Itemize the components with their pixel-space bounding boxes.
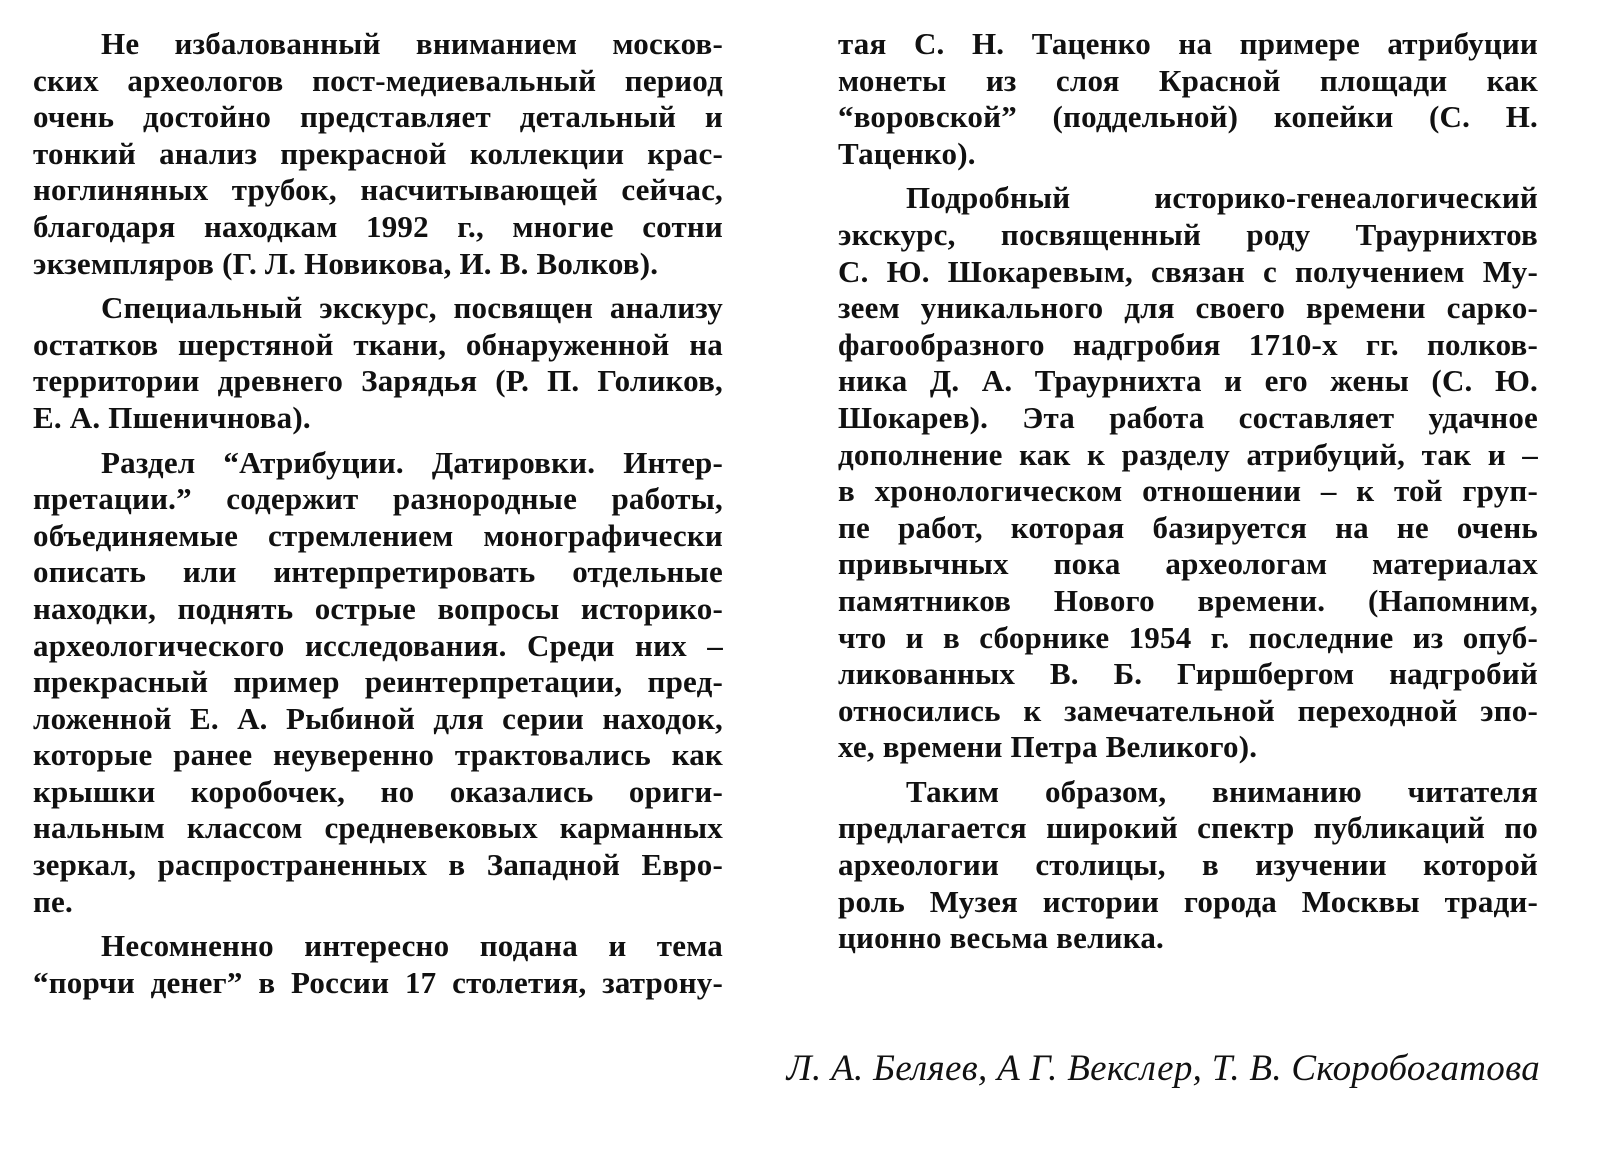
text-line: ских археологов пост-медиевальный период	[33, 62, 723, 98]
left-column	[33, 26, 723, 1009]
text-line: находки, поднять острые вопросы историко-	[33, 590, 723, 626]
text-line: зеем уникального для своего времени сарко-	[838, 290, 1538, 326]
text-line: ника Д. А. Траурнихта и его жены (С. Ю.	[838, 363, 1538, 399]
text-line: С. Ю. Шокаревым, связан с получением Му-	[838, 253, 1538, 289]
text-line: остатков шерстяной ткани, обнаруженной на	[33, 326, 723, 362]
text-line: фагообразного надгробия 1710-х гг. полков-	[838, 326, 1538, 362]
text-line: Не избалованный вниманием москов-	[101, 26, 723, 61]
text-line: Раздел “Атрибуции. Датировки. Интер-	[101, 444, 723, 480]
text-line: Подробный историко-генеалогический	[906, 180, 1538, 216]
text-line: зеркал, распространенных в Западной Евро-	[33, 847, 723, 883]
text-line: привычных пока археологам материалах	[838, 546, 1538, 582]
paragraph	[33, 445, 723, 921]
text-line: монеты из слоя Красной площади как	[838, 62, 1538, 98]
text-line: предлагается широкий спектр публикаций по	[838, 810, 1538, 846]
author-signature: Л. А. Беляев, А Г. Векслер, Т. В. Скоробогатова	[786, 1048, 1540, 1089]
text-line: в хронологическом отношении – к той груп-	[838, 473, 1538, 509]
text-line: относились к замечательной переходной эпо-	[838, 692, 1538, 728]
text-line: тонкий анализ прекрасной коллекции крас-	[33, 135, 723, 171]
text-line: Несомненно интересно подана и тема	[101, 928, 723, 964]
paragraph	[838, 774, 1538, 957]
text-line: роль Музея истории города Москвы тради-	[838, 883, 1538, 919]
text-line: ложенной Е. А. Рыбиной для серии находок,	[33, 700, 723, 736]
text-line: Таценко).	[838, 135, 976, 171]
text-line: экземпляров (Г. Л. Новикова, И. В. Волков).	[33, 245, 659, 281]
text-line: ционно весьма велика.	[838, 920, 1164, 956]
paragraph	[33, 290, 723, 436]
text-line: что и в сборнике 1954 г. последние из опуб-	[838, 619, 1538, 655]
text-line: археологии столицы, в изучении которой	[838, 847, 1538, 883]
text-line: благодаря находкам 1992 г., многие сотни	[33, 208, 723, 244]
text-line: ликованных В. Б. Гиршбергом надгробий	[838, 656, 1538, 692]
paragraph	[33, 26, 723, 282]
text-line: археологического исследования. Среди них –	[33, 627, 723, 663]
text-line: экскурс, посвященный роду Траурнихтов	[838, 216, 1538, 252]
text-line: пе.	[33, 883, 73, 919]
text-line: очень достойно представляет детальный и	[33, 99, 723, 135]
text-line: прекрасный пример реинтерпретации, пред-	[33, 664, 723, 700]
text-line: памятников Нового времени. (Напомним,	[838, 582, 1538, 618]
text-line: Шокарев). Эта работа составляет удачное	[838, 399, 1538, 435]
text-line: Е. А. Пшеничнова).	[33, 399, 311, 435]
text-line: хе, времени Петра Великого).	[838, 729, 1258, 765]
text-line: объединяемые стремлением монографически	[33, 517, 723, 553]
text-line: дополнение как к разделу атрибуций, так и –	[838, 436, 1538, 472]
text-line: ноглиняных трубок, насчитывающей сейчас,	[33, 172, 723, 208]
text-line: крышки коробочек, но оказались ориги-	[33, 773, 723, 809]
text-line: Специальный экскурс, посвящен анализу	[101, 290, 723, 326]
text-line: которые ранее неуверенно трактовались как	[33, 737, 723, 773]
text-line: территории древнего Зарядья (Р. П. Голиков,	[33, 363, 723, 399]
text-line: “порчи денег” в России 17 столетия, затрону-	[33, 964, 723, 1000]
text-line: пе работ, которая базируется на не очень	[838, 509, 1538, 545]
text-line: “воровской” (поддельной) копейки (С. Н.	[838, 99, 1538, 135]
paragraph	[838, 26, 1538, 172]
text-line: претации.” содержит разнородные работы,	[33, 481, 723, 517]
text-line: Таким образом, вниманию читателя	[906, 773, 1538, 809]
text-line: тая С. Н. Таценко на примере атрибуции	[838, 26, 1538, 61]
paragraph	[838, 180, 1538, 766]
paragraph	[33, 928, 723, 1001]
text-line: описать или интерпретировать отдельные	[33, 554, 723, 590]
right-column	[838, 26, 1538, 965]
text-line: нальным классом средневековых карманных	[33, 810, 723, 846]
